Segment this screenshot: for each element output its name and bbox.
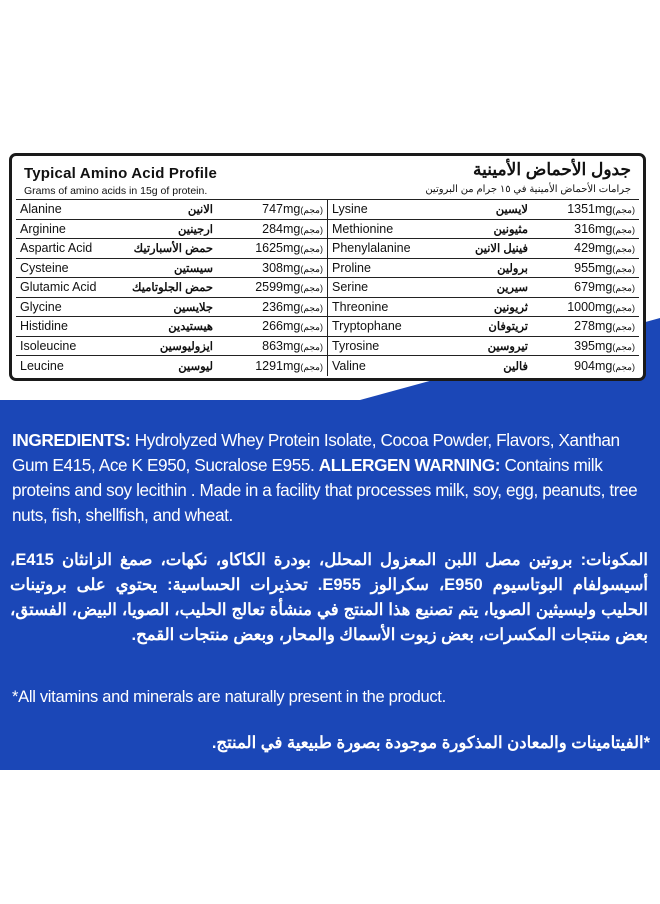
amino-unit-ar: (مجم) xyxy=(300,322,323,333)
amino-amount-value: 266mg xyxy=(262,319,301,334)
amino-amount xyxy=(534,261,639,275)
amino-name-ar: حمض الجلوتاميك xyxy=(132,282,213,295)
ingredients-label-en: INGREDIENTS: xyxy=(12,430,131,450)
amino-unit-ar: (مجم) xyxy=(300,283,323,294)
amino-amount-value: 747mg xyxy=(262,202,301,217)
amino-name-ar: فالين xyxy=(503,360,528,373)
amino-unit-ar: (مجم) xyxy=(300,361,323,372)
amino-unit-ar: (مجم) xyxy=(300,224,323,235)
amino-amount-value: 904mg xyxy=(574,358,613,373)
table-subtitle-en: Grams of amino acids in 15g of protein. xyxy=(24,185,208,197)
amino-amount xyxy=(534,339,639,353)
amino-unit-ar: (مجم) xyxy=(612,361,635,372)
amino-unit-ar: (مجم) xyxy=(300,302,323,313)
amino-name-ar: سيستين xyxy=(173,262,213,275)
amino-unit-ar: (مجم) xyxy=(612,322,635,333)
amino-amount xyxy=(219,241,327,255)
amino-row xyxy=(16,278,327,298)
amino-unit-ar: (مجم) xyxy=(612,302,635,313)
amino-name-en: Tryptophane xyxy=(332,319,402,334)
amino-amount xyxy=(534,300,639,314)
amino-row xyxy=(328,317,639,337)
amino-amount-value: 284mg xyxy=(262,221,301,236)
amino-row xyxy=(16,337,327,357)
amino-row xyxy=(328,220,639,240)
ingredients-text-ar: بروتين مصل اللبن المعزول المحلل، بودرة الكاكاو، نكهات، صمغ الزانثان E415، أسيسولفام البوتاسيوم E950، سكرالوز E955. xyxy=(10,551,648,594)
amino-row xyxy=(328,298,639,318)
amino-amount xyxy=(534,222,639,236)
amino-row xyxy=(328,200,639,220)
amino-amount-value: 395mg xyxy=(574,338,613,353)
amino-row xyxy=(16,356,327,376)
amino-amount-value: 679mg xyxy=(574,280,613,295)
amino-unit-ar: (مجم) xyxy=(612,224,635,235)
amino-amount xyxy=(219,202,327,216)
allergen-label-en: ALLERGEN WARNING: xyxy=(318,455,501,475)
amino-amount xyxy=(534,202,639,216)
amino-name-ar: ثريونين xyxy=(493,301,528,314)
amino-amount-value: 2599mg xyxy=(255,280,301,295)
amino-row xyxy=(16,317,327,337)
amino-amount xyxy=(534,280,639,294)
amino-row xyxy=(16,298,327,318)
amino-unit-ar: (مجم) xyxy=(300,263,323,274)
amino-unit-ar: (مجم) xyxy=(612,341,635,352)
amino-name-ar: هيستيدين xyxy=(168,321,213,334)
amino-amount-value: 1000mg xyxy=(567,299,613,314)
amino-unit-ar: (مجم) xyxy=(612,205,635,216)
amino-name-en: Tyrosine xyxy=(332,338,380,353)
amino-name-ar: الانين xyxy=(187,204,213,217)
table-title-en: Typical Amino Acid Profile xyxy=(24,165,218,182)
amino-unit-ar: (مجم) xyxy=(300,244,323,255)
amino-row xyxy=(16,239,327,259)
amino-amount xyxy=(219,280,327,294)
amino-amount xyxy=(219,319,327,333)
amino-acid-table xyxy=(9,153,646,381)
amino-column-left xyxy=(16,200,328,376)
amino-name-ar: فينيل الانين xyxy=(475,243,528,256)
amino-name-en: Aspartic Acid xyxy=(20,241,93,256)
amino-amount-value: 308mg xyxy=(262,260,301,275)
allergen-text-ar: يحتوي على بروتينات الحليب وليسيثين الصويا، يتم تصنيع هذا المنتج في منشأة تعالج الحليب، الصويا، البيض، الفستق، بعض منتجات المكسرات، بعض زيوت الأسماك والمحار، وبعض منتجات القمح. xyxy=(10,576,648,644)
amino-unit-ar: (مجم) xyxy=(300,341,323,352)
amino-name-ar: ايزوليوسين xyxy=(159,340,213,353)
amino-amount xyxy=(534,359,639,373)
amino-row xyxy=(328,356,639,376)
amino-name-ar: لايسين xyxy=(495,204,528,217)
amino-row xyxy=(328,337,639,357)
ingredients-ar xyxy=(10,548,648,648)
amino-amount-value: 1625mg xyxy=(255,241,301,256)
amino-amount-value: 955mg xyxy=(574,260,613,275)
amino-unit-ar: (مجم) xyxy=(612,244,635,255)
amino-row xyxy=(16,220,327,240)
amino-name-en: Methionine xyxy=(332,221,394,236)
amino-amount xyxy=(219,339,327,353)
amino-name-en: Valine xyxy=(332,358,366,373)
amino-name-en: Alanine xyxy=(20,202,62,217)
amino-amount-value: 236mg xyxy=(262,299,301,314)
amino-name-ar: جلايسين xyxy=(173,301,213,314)
amino-name-ar: حمض الأسبارتيك xyxy=(133,243,213,256)
allergen-label-ar: تحذيرات الحساسية: xyxy=(167,576,308,594)
table-subtitle-ar: جرامات الأحماض الأمينية في ١٥ جرام من البروتين xyxy=(425,184,631,195)
amino-grid xyxy=(16,199,639,376)
amino-name-ar: ليوسين xyxy=(178,360,213,373)
amino-name-ar: تيروسين xyxy=(487,340,528,353)
amino-name-en: Cysteine xyxy=(20,260,69,275)
amino-row xyxy=(328,278,639,298)
vitamins-note-en: *All vitamins and minerals are naturally present in the product. xyxy=(12,688,446,706)
amino-unit-ar: (مجم) xyxy=(300,205,323,216)
amino-name-en: Arginine xyxy=(20,221,66,236)
amino-amount-value: 429mg xyxy=(574,241,613,256)
amino-row xyxy=(328,239,639,259)
amino-name-en: Isoleucine xyxy=(20,338,77,353)
amino-amount-value: 863mg xyxy=(262,338,301,353)
amino-name-en: Threonine xyxy=(332,299,389,314)
amino-unit-ar: (مجم) xyxy=(612,263,635,274)
amino-row xyxy=(328,259,639,279)
amino-name-ar: برولين xyxy=(497,262,528,275)
amino-name-en: Proline xyxy=(332,260,371,275)
amino-amount xyxy=(534,319,639,333)
amino-column-right xyxy=(328,200,639,376)
amino-name-en: Leucine xyxy=(20,358,64,373)
amino-amount-value: 278mg xyxy=(574,319,613,334)
ingredients-label-ar: المكونات: xyxy=(580,551,648,569)
amino-name-ar: مثيونين xyxy=(493,223,528,236)
amino-unit-ar: (مجم) xyxy=(612,283,635,294)
amino-amount-value: 1291mg xyxy=(255,358,301,373)
table-title-ar: جدول الأحماض الأمينية xyxy=(473,160,631,179)
amino-amount xyxy=(219,222,327,236)
amino-amount-value: 1351mg xyxy=(567,202,613,217)
amino-name-ar: ارجينين xyxy=(177,223,213,236)
amino-row xyxy=(16,259,327,279)
amino-amount xyxy=(534,241,639,255)
amino-name-en: Glutamic Acid xyxy=(20,280,97,295)
amino-name-en: Serine xyxy=(332,280,369,295)
amino-name-en: Phenylalanine xyxy=(332,241,411,256)
amino-amount xyxy=(219,261,327,275)
amino-amount xyxy=(219,359,327,373)
amino-amount xyxy=(219,300,327,314)
amino-name-en: Glycine xyxy=(20,299,62,314)
amino-name-ar: تريتوفان xyxy=(488,321,528,334)
amino-name-ar: سيرين xyxy=(496,282,528,295)
ingredients-en xyxy=(12,428,652,528)
amino-name-en: Lysine xyxy=(332,202,368,217)
vitamins-note-ar: *الفيتامينات والمعادن المذكورة موجودة بصورة طبيعية في المنتج. xyxy=(211,734,650,752)
ingredients-text-en: Hydrolyzed Whey Protein Isolate, Cocoa Powder, Flavors, Xanthan Gum E415, Ace K E950, Sucralose E955. xyxy=(12,430,620,475)
amino-name-en: Histidine xyxy=(20,319,68,334)
allergen-text-en: Contains milk proteins and soy lecithin . Made in a facility that processes milk, soy, egg, peanuts, tree nuts, fish, shellfish, and wheat. xyxy=(12,455,638,525)
amino-amount-value: 316mg xyxy=(574,221,613,236)
amino-row xyxy=(16,200,327,220)
